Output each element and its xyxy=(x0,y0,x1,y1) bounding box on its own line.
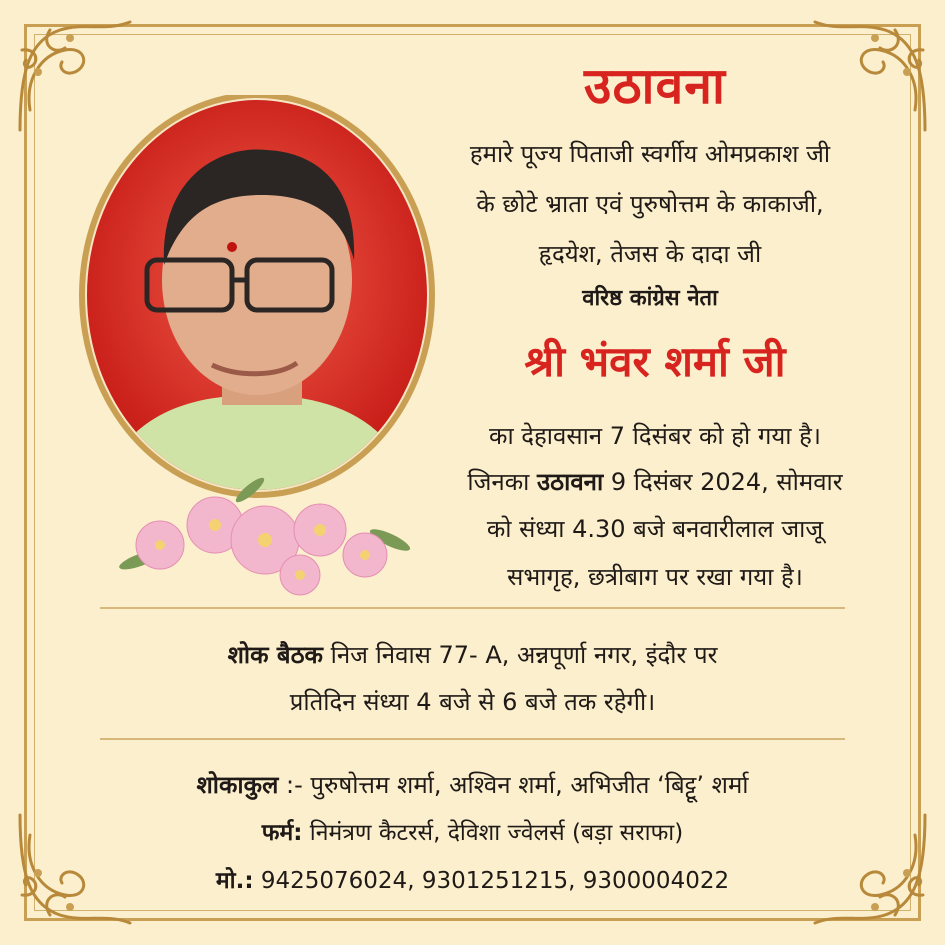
flower-decoration-icon xyxy=(100,470,420,600)
shok-baithak-address: निज निवास 77- A, अन्नपूर्णा नगर, इंदौर पर xyxy=(322,641,718,669)
firm-label: फर्म: xyxy=(261,820,303,846)
intro-line-3: हृदयेश, तेजस के दादा जी xyxy=(538,240,762,268)
intro-line-1: हमारे पूज्य पिताजी स्वर्गीय ओमप्रकाश जी xyxy=(469,140,831,168)
intro-line-2: के छोटे भ्राता एवं पुरुषोत्तम के काकाजी, xyxy=(476,190,824,218)
mourners-names: :- पुरुषोत्तम शर्मा, अश्विन शर्मा, अभिजीत ‘बिट्टू’ शर्मा xyxy=(278,771,749,799)
details-line-4: सभागृह, छत्रीबाग पर रखा गया है। xyxy=(507,563,803,591)
phone-numbers: 9425076024, 9301251215, 9300004022 xyxy=(253,868,730,894)
divider xyxy=(100,607,845,609)
details-line-3: को संध्या 4.30 बजे बनवारीलाल जाजू xyxy=(486,515,824,543)
page-title: उठावना xyxy=(584,57,726,115)
details-line-1: का देहावसान 7 दिसंबर को हो गया है। xyxy=(489,422,821,450)
mourners-line xyxy=(80,770,865,800)
details-line-2-suffix: 9 दिसंबर 2024, सोमवार xyxy=(603,468,843,496)
mourners-label: शोकाकुल xyxy=(196,771,279,799)
shok-baithak-label: शोक बैठक xyxy=(227,641,323,669)
contact-line xyxy=(80,866,865,896)
shok-baithak-line-1 xyxy=(100,640,845,670)
firm-line xyxy=(80,818,865,848)
details-line-2-prefix: जिनका xyxy=(467,468,538,496)
deceased-name: श्री भंवर शर्मा जी xyxy=(524,337,786,386)
details-line-2 xyxy=(420,467,890,497)
phone-label: मो.: xyxy=(215,868,254,894)
divider xyxy=(100,738,845,740)
firm-names: निमंत्रण कैटरर्स, देविशा ज्वेलर्स (बड़ा सराफा) xyxy=(302,820,684,846)
designation: वरिष्ठ कांग्रेस नेता xyxy=(582,286,718,311)
portrait-photo xyxy=(72,95,442,503)
details-line-2-bold: उठावना xyxy=(537,468,604,496)
shok-baithak-line-2: प्रतिदिन संध्या 4 बजे से 6 बजे तक रहेगी। xyxy=(289,688,656,716)
